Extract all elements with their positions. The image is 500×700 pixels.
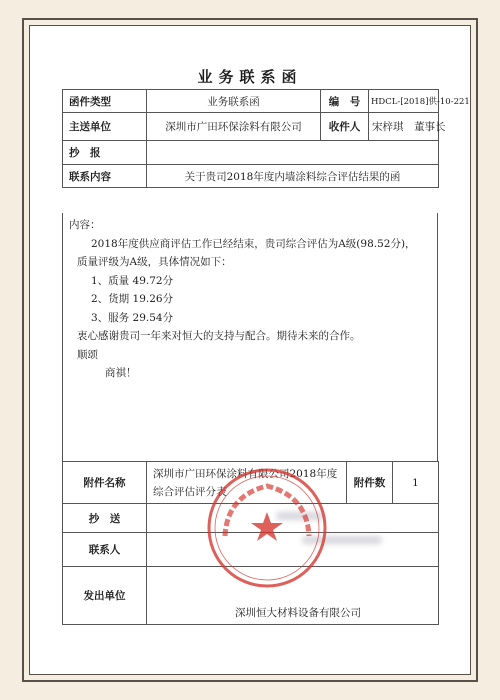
- redaction-blur: [276, 512, 324, 520]
- footer-table: [62, 461, 439, 625]
- recipient-label: 收件人: [321, 113, 369, 141]
- sender-value: 深圳恒大材料设备有限公司: [147, 567, 439, 625]
- contact-label: 联系人: [63, 533, 147, 567]
- letter-body: [62, 213, 438, 461]
- cc-value: [147, 141, 439, 165]
- attachment-label: 附件名称: [63, 462, 147, 504]
- score-item-quality: 1、质量 49.72分: [91, 274, 174, 287]
- attachment-name: 深圳市广田环保涂料有限公司2018年度综合评估评分表: [147, 462, 347, 504]
- closing-line-2: 商祺！: [105, 367, 137, 379]
- main-unit-value: 深圳市广田环保涂料有限公司: [147, 113, 321, 141]
- main-unit-label: 主送单位: [63, 113, 147, 141]
- number-value: HDCL-[2018]供-10-221: [369, 90, 439, 113]
- closing-line-1: 顺颂: [77, 348, 98, 361]
- contact-value: [147, 533, 439, 567]
- cc2-label: 抄 送: [63, 504, 147, 533]
- cc-label: 抄 报: [63, 141, 147, 165]
- header-table: [62, 89, 470, 188]
- redaction-blur: [302, 536, 382, 544]
- thanks-line: 衷心感谢贵司一年来对恒大的支持与配合。期待未来的合作。: [77, 330, 361, 342]
- score-item-service: 3、服务 29.54分: [91, 311, 174, 324]
- body-heading: 内容：: [69, 219, 101, 231]
- score-item-delivery: 2、货期 19.26分: [91, 293, 174, 305]
- attachment-count: 1: [393, 462, 439, 504]
- body-paragraph-1: 2018年度供应商评估工作已经结束，贵司综合评估为A级(98.52分)，: [91, 237, 416, 250]
- number-label: 编 号: [321, 90, 369, 113]
- type-label: 函件类型: [63, 90, 147, 113]
- letter-paper: [30, 26, 470, 674]
- content-subject: 关于贵司2018年度内墙涂料综合评估结果的函: [147, 165, 439, 188]
- type-value: 业务联系函: [147, 90, 321, 113]
- document-title: 业务联系函: [197, 68, 303, 86]
- attachment-count-label: 附件数: [347, 462, 393, 504]
- recipient-value: 宋梓琪 董事长: [369, 113, 439, 141]
- body-paragraph-1-cont: 质量评级为A级，具体情况如下：: [77, 256, 232, 268]
- sender-label: 发出单位: [63, 567, 147, 625]
- content-label: 联系内容: [63, 165, 147, 188]
